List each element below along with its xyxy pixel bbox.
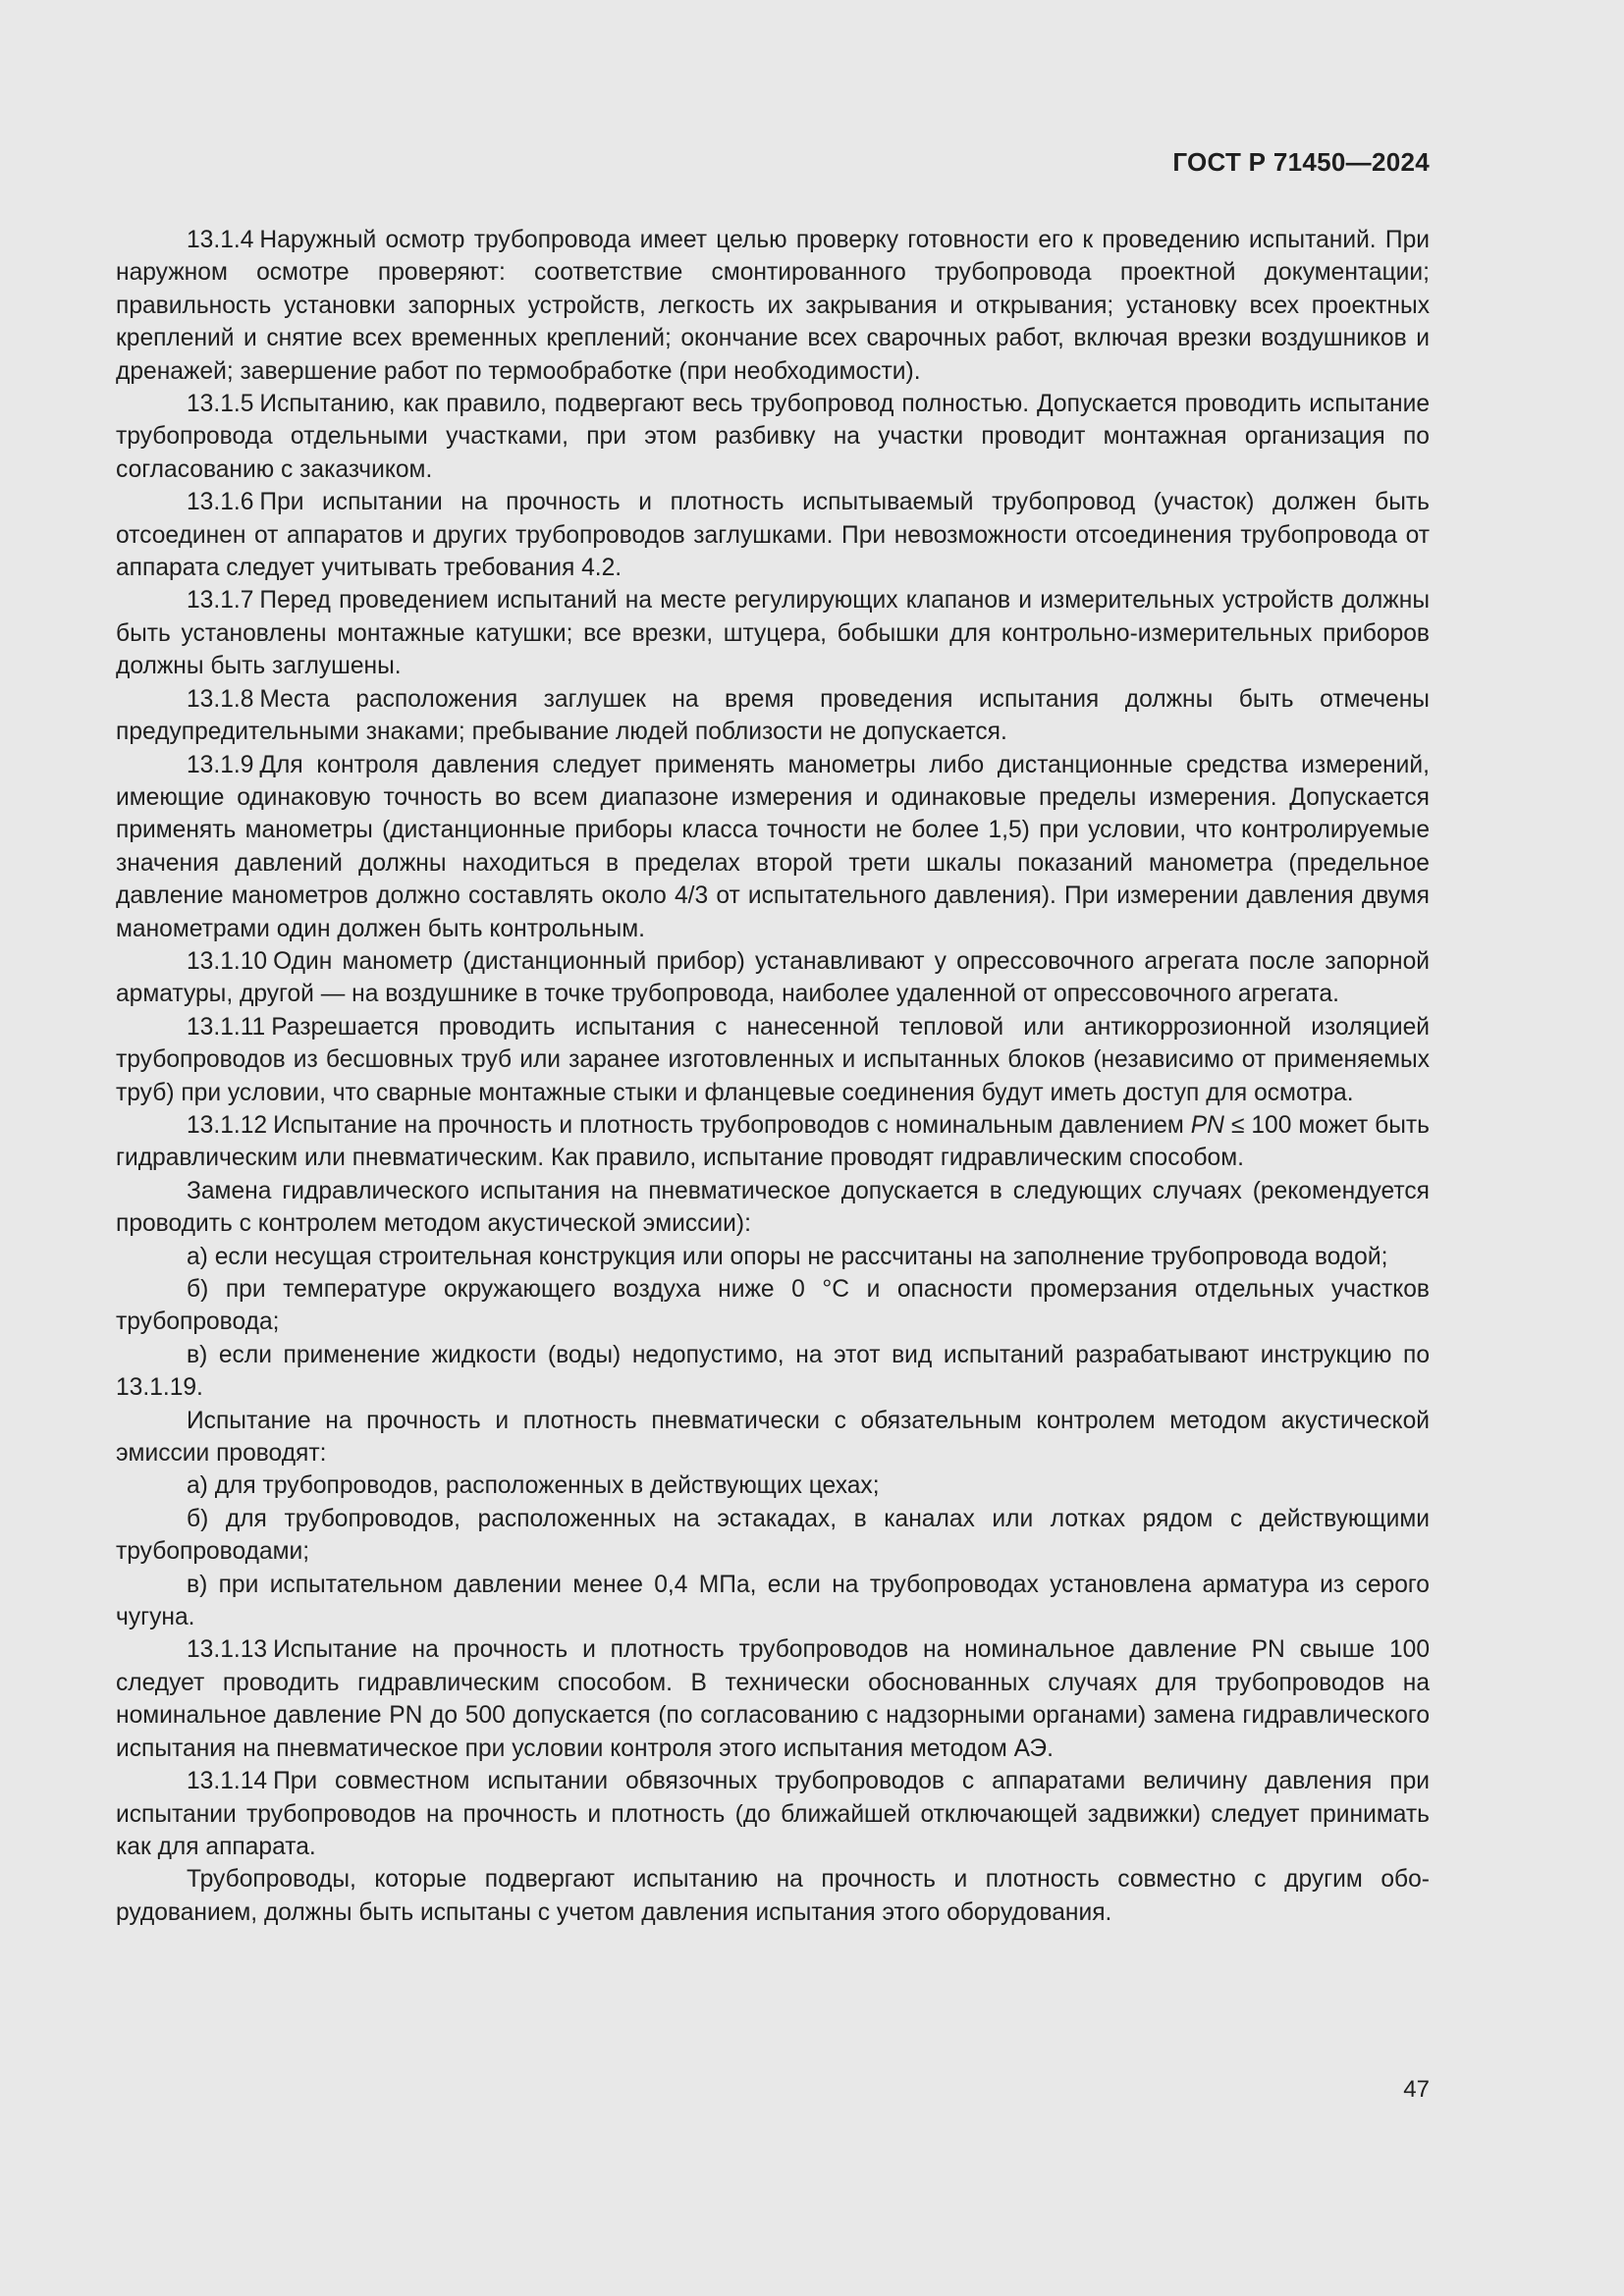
- list-item-v: [116, 1339, 1430, 1405]
- paragraph-pneumatic-testing: [116, 1405, 1430, 1470]
- paragraph-13-1-7: [116, 584, 1430, 682]
- paragraph-13-1-5: [116, 388, 1430, 486]
- paragraph-text: Наружный осмотр трубопровода имеет целью проверку готовности его к проведению испытаний. При наружном осмотре проверяют: соответствие смонтированного трубопровода проектной документации; правильность установки запорных устройств, легкость их закрывания и открывания; установку всех проектных креплений и снятие всех временных креплений; окончание всех сварочных работ, включая врезки воздушников и дренажей; завершение работ по термообработке (при необходимости).: [116, 227, 1430, 385]
- paragraph-text: Испытание на прочность и плотность трубопроводов на номинальное давление PN свыше 100 следует проводить гидравлическим способом. В технически обоснованных случаях для трубопроводов на номинальное давление PN до 500 допускается (по согласованию с надзорными органами) замена гидравлического испытания на пневматическое при условии контроля этого испытания методом АЭ.: [116, 1636, 1430, 1762]
- clause-number: 13.1.10: [187, 947, 268, 975]
- paragraph-text: При совместном испытании обвязочных трубопроводов с аппаратами величину давления при испытании трубопроводов на прочность и плотность (до ближайшей отключающей задвижки) следует принимать как для аппарата.: [116, 1768, 1430, 1860]
- paragraph-13-1-4: [116, 224, 1430, 388]
- list-item-a: [116, 1241, 1430, 1273]
- page-number: 47: [1403, 2076, 1430, 2103]
- paragraph-replacement-conditions: [116, 1175, 1430, 1241]
- paragraph-13-1-14: [116, 1765, 1430, 1863]
- paragraph-text: Испытанию, как правило, подвергают весь трубопровод полностью. Допускается проводить испытание трубопровода отдельными участками, при этом разбивку на участки проводит монтажная организация по согласованию с заказчиком.: [116, 391, 1430, 483]
- paragraph-13-1-11: [116, 1011, 1430, 1109]
- paragraph-text: Перед проведением испытаний на месте регулирующих клапанов и измерительных устройств должны быть установлены монтажные катушки; все врезки, штуцера, бобышки для контрольно-измерительных приборов должны быть заглушены.: [116, 587, 1430, 680]
- document-body: [116, 224, 1430, 1929]
- clause-number: 13.1.5: [187, 391, 254, 418]
- list-item-b: [116, 1273, 1430, 1339]
- paragraph-text: б) при температуре окружающего воздуха ниже 0 °С и опасности промерзания отдельных участков трубопровода;: [116, 1276, 1430, 1336]
- paragraph-13-1-10: [116, 945, 1430, 1011]
- paragraph-text: в) при испытательном давлении менее 0,4 МПа, если на трубопроводах установлена арматура из серого чугуна.: [116, 1571, 1430, 1631]
- list-item-a-2: [116, 1469, 1430, 1502]
- standard-header: ГОСТ Р 71450—2024: [1172, 147, 1430, 177]
- clause-number: 13.1.13: [187, 1636, 268, 1664]
- paragraph-13-1-12: [116, 1109, 1430, 1175]
- paragraph-13-1-6: [116, 486, 1430, 584]
- paragraph-text: Трубопроводы, которые подвергают испытанию на прочность и плотность совместно с другим оборудованием, должны быть испытаны с учетом давления испытания этого оборудования.: [116, 1866, 1430, 1926]
- paragraph-text: в) если применение жидкости (воды) недопустимо, на этот вид испытаний разрабатывают инструкцию по 13.1.19.: [116, 1341, 1430, 1402]
- paragraph-joint-testing: [116, 1863, 1430, 1929]
- paragraph-text: ≤ 100 может быть гидравлическим или пневматическим. Как правило, испытание проводят гидравлическим способом.: [116, 1111, 1430, 1172]
- paragraph-13-1-8: [116, 683, 1430, 749]
- clause-number: 13.1.11: [187, 1013, 266, 1041]
- clause-number: 13.1.8: [187, 685, 254, 713]
- clause-number: 13.1.9: [187, 751, 254, 778]
- paragraph-13-1-9: [116, 749, 1430, 945]
- paragraph-text: Замена гидравлического испытания на пневматическое допускается в следующих случаях (рекомендуется проводить с контролем методом акустической эмиссии):: [116, 1177, 1430, 1238]
- paragraph-text: Один манометр (дистанционный прибор) устанавливают у опрессовочного агрегата после запорной арматуры, другой — на воздушнике в точке трубопровода, наиболее удаленной от опрессовочного агрегата.: [116, 947, 1430, 1008]
- paragraph-text: а) для трубопроводов, расположенных в действующих цехах;: [187, 1472, 880, 1500]
- clause-number: 13.1.4: [187, 227, 254, 253]
- paragraph-text: б) для трубопроводов, расположенных на эстакадах, в каналах или лотках рядом с действующими трубопроводами;: [116, 1505, 1430, 1566]
- list-item-v-2: [116, 1569, 1430, 1634]
- paragraph-text: Места расположения заглушек на время проведения испытания должны быть отмечены предупредительными знаками; пребывание людей поблизости не допускается.: [116, 685, 1430, 746]
- paragraph-text: При испытании на прочность и плотность испытываемый трубопровод (участок) должен быть отсоединен от аппаратов и других трубопроводов заглушками. При невозможности отсоединения трубопровода от аппарата следует учитывать требования 4.2.: [116, 489, 1430, 582]
- paragraph-13-1-13: [116, 1633, 1430, 1765]
- clause-number: 13.1.12: [187, 1111, 268, 1139]
- paragraph-text: Разрешается проводить испытания с нанесенной тепловой или антикоррозионной изоляцией трубопроводов из бесшовных труб или заранее изготовленных и испытанных блоков (независимо от применяемых труб) при условии, что сварные монтажные стыки и фланцевые соединения будут иметь доступ для осмотра.: [116, 1013, 1430, 1106]
- paragraph-text: Испытание на прочность и плотность трубопроводов с номинальным давлением: [273, 1111, 1191, 1139]
- clause-number: 13.1.14: [187, 1768, 268, 1795]
- clause-number: 13.1.7: [187, 587, 254, 614]
- paragraph-text: Испытание на прочность и плотность пневматически с обязательным контролем методом акустической эмиссии проводят:: [116, 1407, 1430, 1468]
- clause-number: 13.1.6: [187, 489, 254, 516]
- list-item-b-2: [116, 1503, 1430, 1569]
- pn-symbol: PN: [1190, 1111, 1224, 1139]
- paragraph-text: Для контроля давления следует применять манометры либо дистанционные средства измерений, имеющие одинаковую точность во всем диапазоне измерения и одинаковые пределы измерения. Допускается применять манометры (дистанционные приборы класса точности не более 1,5) при условии, что контролируемые значения давлений должны находиться в пределах второй трети шкалы показаний манометра (предельное давление манометров должно составлять около 4/3 от испытательного давления). При измерении давления двумя манометрами один должен быть контрольным.: [116, 751, 1430, 942]
- paragraph-text: а) если несущая строительная конструкция или опоры не рассчитаны на заполнение трубопровода водой;: [187, 1243, 1388, 1270]
